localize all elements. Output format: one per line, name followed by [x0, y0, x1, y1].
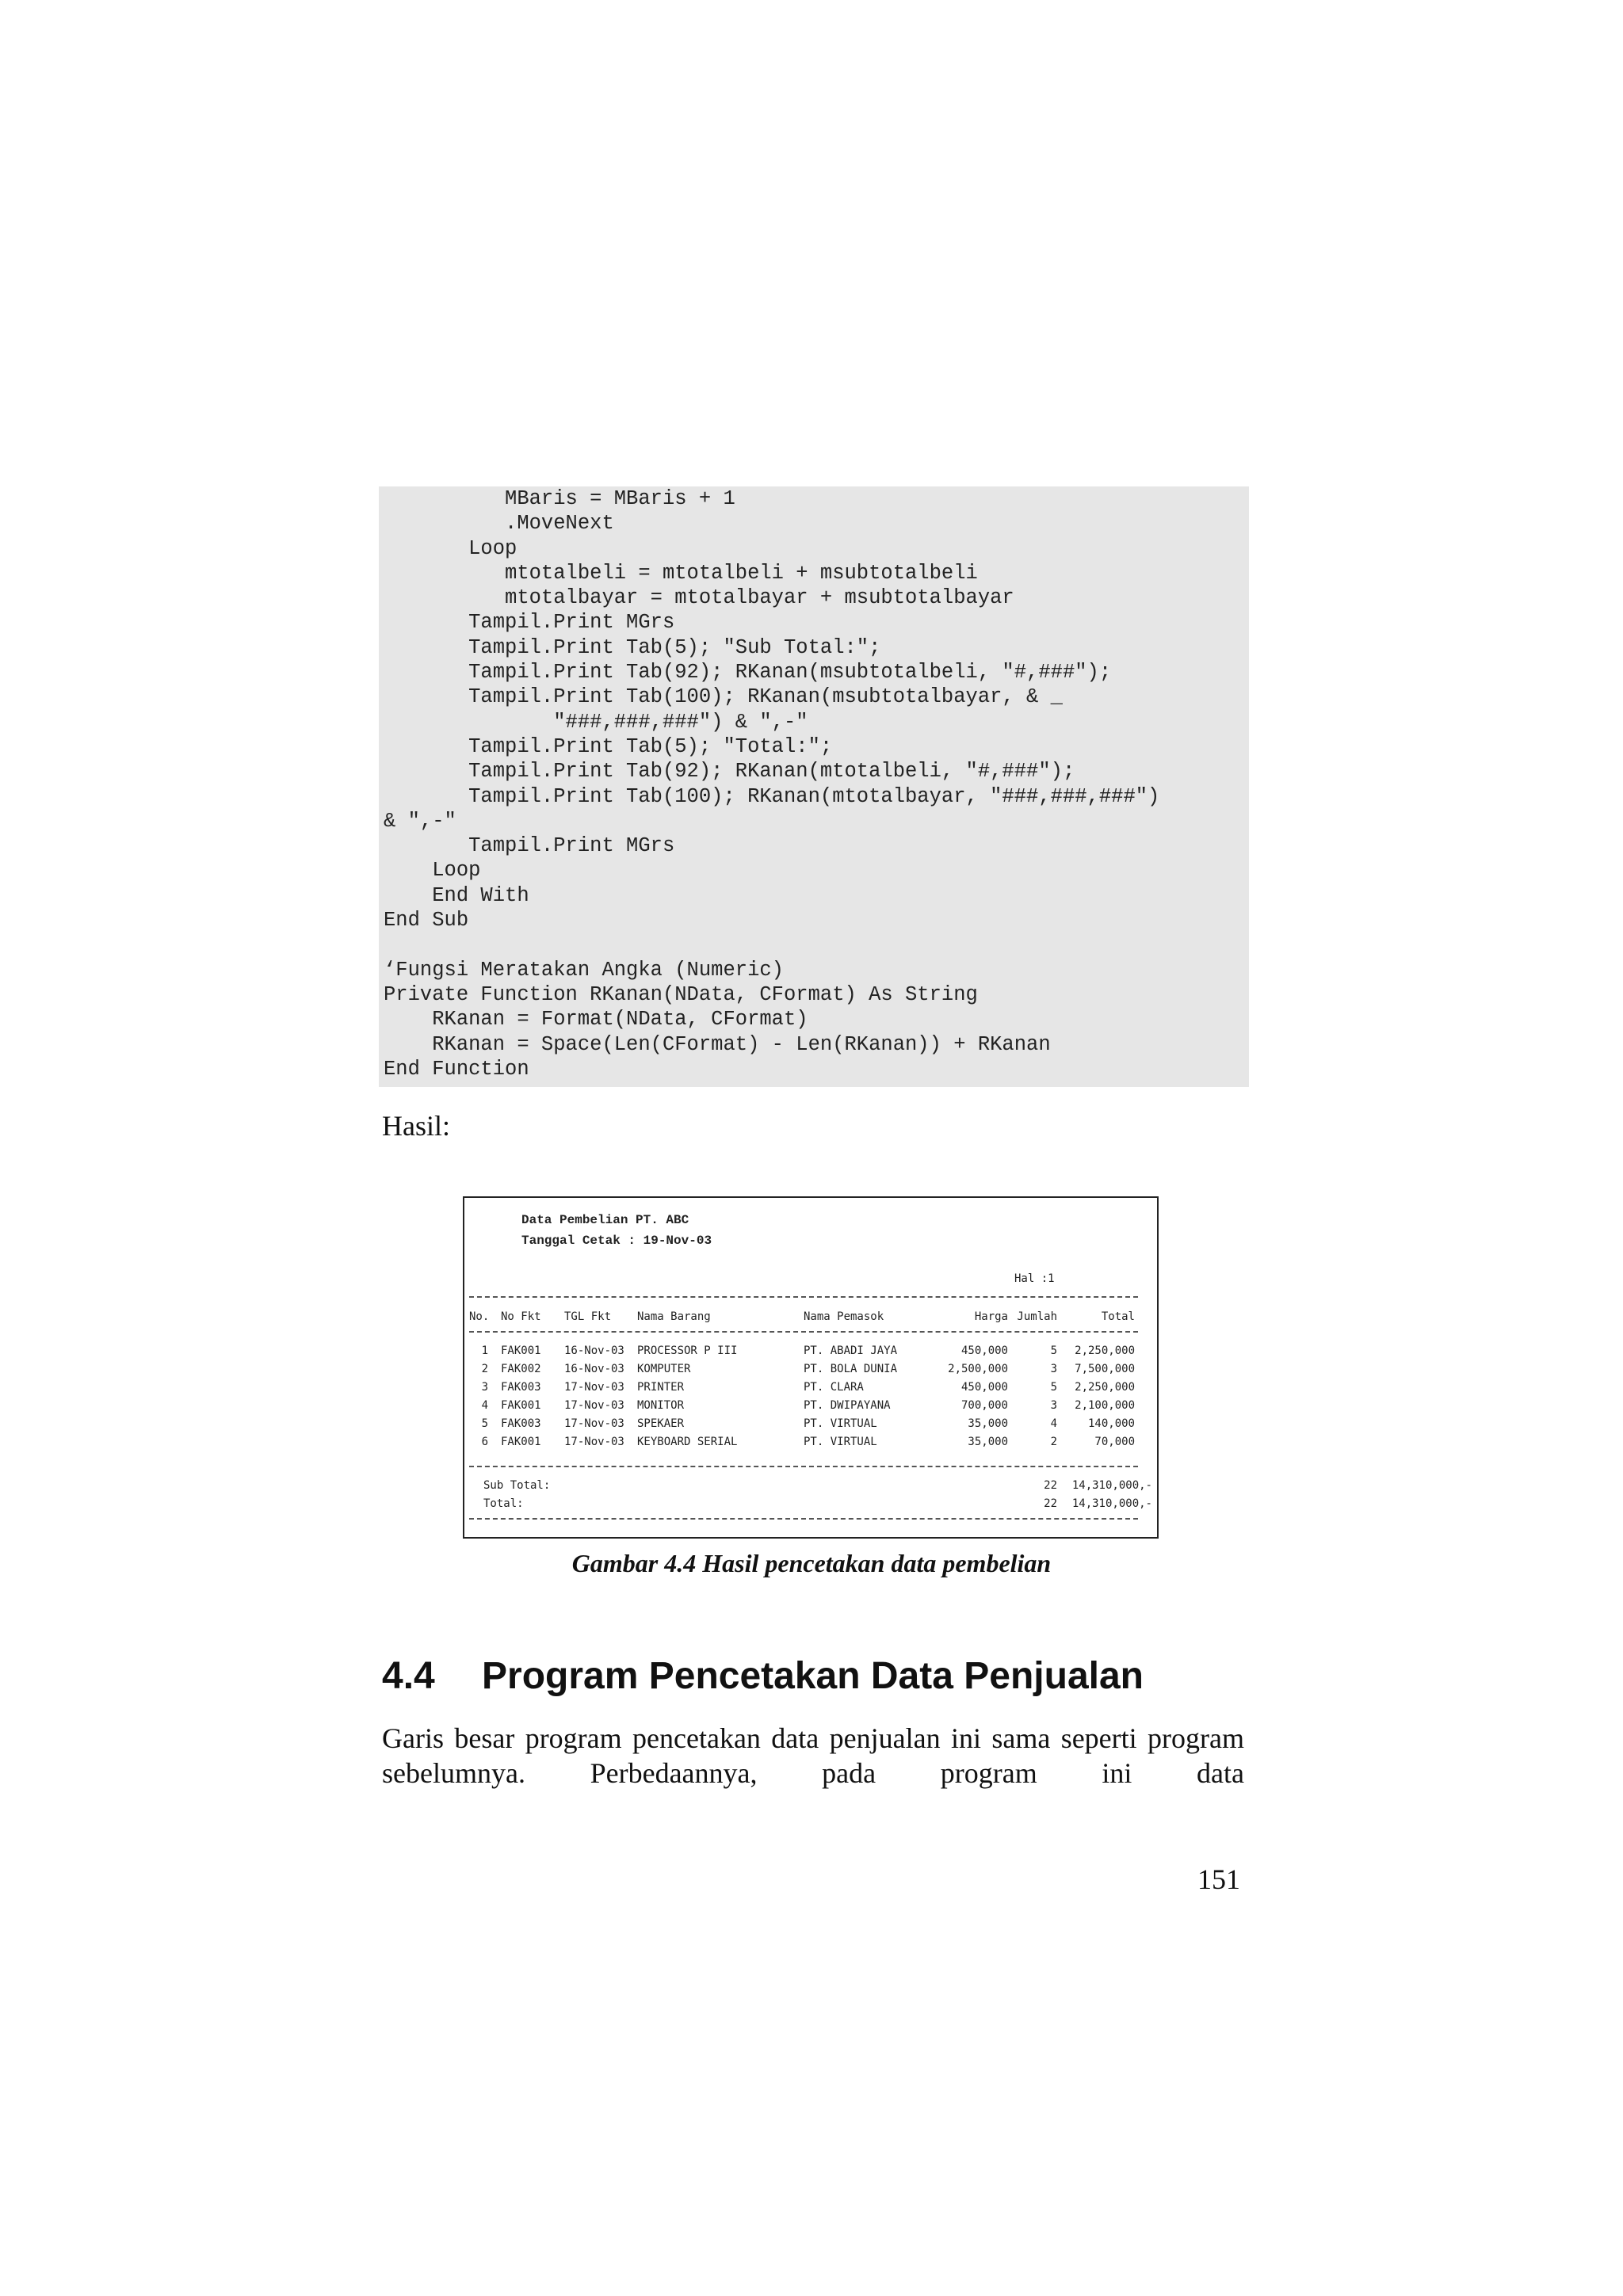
- cell-nama-pemasok: PT. CLARA: [804, 1381, 864, 1394]
- header-tgl-fkt: TGL Fkt: [564, 1310, 612, 1323]
- cell-jumlah: 4: [1050, 1417, 1057, 1430]
- figure-caption: Gambar 4.4 Hasil pencetakan data pembelian: [571, 1549, 1052, 1577]
- cell-no-fkt: FAK001: [501, 1399, 541, 1412]
- cell-no-fkt: FAK002: [501, 1363, 541, 1375]
- cell-no: 4: [481, 1399, 488, 1412]
- report-title: Data Pembelian PT. ABC: [521, 1213, 689, 1227]
- cell-tgl-fkt: 17-Nov-03: [564, 1417, 624, 1430]
- cell-nama-barang: KOMPUTER: [637, 1363, 691, 1375]
- cell-jumlah: 5: [1050, 1381, 1057, 1394]
- cell-nama-barang: MONITOR: [637, 1399, 685, 1412]
- cell-harga: 450,000: [960, 1344, 1008, 1357]
- total-qty: 22: [1044, 1497, 1057, 1510]
- cell-jumlah: 3: [1050, 1363, 1057, 1375]
- cell-no-fkt: FAK003: [501, 1381, 541, 1394]
- report-divider: [469, 1331, 1138, 1333]
- cell-no: 5: [481, 1417, 488, 1430]
- hasil-label: Hasil:: [382, 1110, 450, 1142]
- report-divider: [469, 1466, 1138, 1467]
- cell-jumlah: 5: [1050, 1344, 1057, 1357]
- header-no-fkt: No Fkt: [501, 1310, 541, 1323]
- report-figure: [463, 1196, 1159, 1539]
- cell-no: 3: [481, 1381, 488, 1394]
- header-nama-pemasok: Nama Pemasok: [804, 1310, 884, 1323]
- report-divider: [469, 1296, 1138, 1298]
- report-page: Hal :1: [1014, 1272, 1055, 1285]
- header-total: Total: [1101, 1310, 1135, 1323]
- cell-tgl-fkt: 17-Nov-03: [564, 1399, 624, 1412]
- cell-harga: 450,000: [960, 1381, 1008, 1394]
- total-label: Total:: [483, 1497, 524, 1510]
- section-title: Program Pencetakan Data Penjualan: [482, 1655, 1144, 1697]
- subtotal-amount: 14,310,000,-: [1071, 1479, 1152, 1492]
- cell-total: 7,500,000: [1075, 1363, 1135, 1375]
- cell-no-fkt: FAK003: [501, 1417, 541, 1430]
- cell-nama-barang: SPEKAER: [637, 1417, 685, 1430]
- cell-nama-pemasok: PT. ABADI JAYA: [804, 1344, 898, 1357]
- cell-total: 70,000: [1094, 1436, 1135, 1448]
- cell-nama-pemasok: PT. BOLA DUNIA: [804, 1363, 898, 1375]
- header-nama-barang: Nama Barang: [637, 1310, 711, 1323]
- cell-no: 1: [481, 1344, 488, 1357]
- cell-tgl-fkt: 16-Nov-03: [564, 1344, 624, 1357]
- cell-no-fkt: FAK001: [501, 1436, 541, 1448]
- header-no: No.: [469, 1310, 490, 1323]
- page-number: 151: [1197, 1863, 1240, 1895]
- body-paragraph: Garis besar program pencetakan data penjualan ini sama seperti program sebelumnya. Perbedaannya, pada program ini data: [382, 1722, 1244, 1789]
- section-number: 4.4: [382, 1655, 435, 1697]
- cell-nama-barang: PRINTER: [637, 1381, 685, 1394]
- header-harga: Harga: [974, 1310, 1008, 1323]
- header-jumlah: Jumlah: [1017, 1310, 1057, 1323]
- cell-harga: 2,500,000: [948, 1363, 1008, 1375]
- cell-tgl-fkt: 17-Nov-03: [564, 1381, 624, 1394]
- cell-nama-pemasok: PT. VIRTUAL: [804, 1417, 877, 1430]
- cell-no: 6: [481, 1436, 488, 1448]
- cell-jumlah: 3: [1050, 1399, 1057, 1412]
- subtotal-qty: 22: [1044, 1479, 1057, 1492]
- cell-harga: 35,000: [968, 1436, 1008, 1448]
- cell-total: 2,250,000: [1075, 1344, 1135, 1357]
- cell-nama-pemasok: PT. DWIPAYANA: [804, 1399, 891, 1412]
- cell-harga: 35,000: [968, 1417, 1008, 1430]
- code-listing: [379, 486, 1249, 1087]
- report-divider: [469, 1518, 1138, 1520]
- section-heading: [382, 1654, 1144, 1698]
- total-amount: 14,310,000,-: [1071, 1497, 1152, 1510]
- cell-tgl-fkt: 17-Nov-03: [564, 1436, 624, 1448]
- report-print-date: Tanggal Cetak : 19-Nov-03: [521, 1234, 712, 1248]
- cell-nama-barang: KEYBOARD SERIAL: [637, 1436, 738, 1448]
- cell-nama-barang: PROCESSOR P III: [637, 1344, 738, 1357]
- cell-total: 140,000: [1087, 1417, 1135, 1430]
- code-text: MBaris = MBaris + 1 .MoveNext Loop mtotalbeli = mtotalbeli + msubtotalbeli mtotalbayar = mtotalbayar + msubtotalbayar Tampil.Print MGrs Tampil.Print Tab(5); "Sub Total:"; Tampil.Print Tab(92); RKanan(msubtotalbeli, "#,###"); Tampil.Print Tab(100); RKanan(msubtotalbayar, & _ "###,###,###") & ",-" Tampil.Print Tab(5); "Total:"; Tampil.Print Tab(92); RKanan(mtotalbeli, "#,###"); Tampil.Print Tab(100); RKanan(mtotalbayar, "###,###,###") & ",-" Tampil.Print MGrs Loop End With End Sub ‘Fungsi Meratakan Angka (Numeric) Private Function RKanan(NData, CFormat) As String RKanan = Format(NData, CFormat) RKanan = Space(Len(CFormat) - Len(RKanan)) + RKanan End Function: [384, 487, 1160, 1081]
- cell-nama-pemasok: PT. VIRTUAL: [804, 1436, 877, 1448]
- cell-jumlah: 2: [1050, 1436, 1057, 1448]
- subtotal-label: Sub Total:: [483, 1479, 551, 1492]
- cell-no: 2: [481, 1363, 488, 1375]
- cell-harga: 700,000: [960, 1399, 1008, 1412]
- cell-no-fkt: FAK001: [501, 1344, 541, 1357]
- cell-tgl-fkt: 16-Nov-03: [564, 1363, 624, 1375]
- cell-total: 2,250,000: [1075, 1381, 1135, 1394]
- cell-total: 2,100,000: [1075, 1399, 1135, 1412]
